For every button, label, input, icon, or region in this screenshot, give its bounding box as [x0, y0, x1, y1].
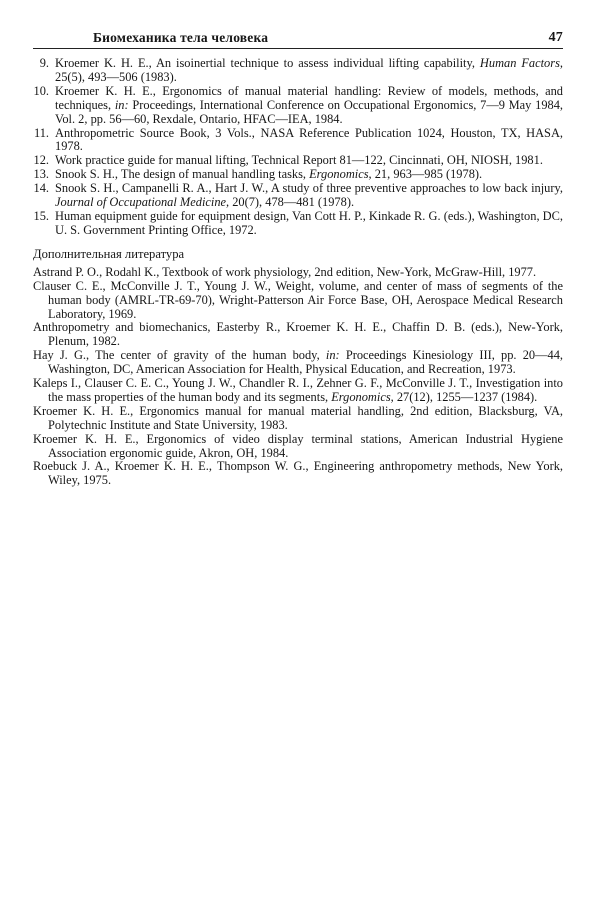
reference-source: in: — [114, 97, 129, 112]
reference-text — [53, 57, 563, 85]
reference-item — [33, 154, 563, 168]
reference-number: 10. — [33, 83, 49, 98]
reference-item — [33, 182, 563, 210]
reference-item — [33, 210, 563, 238]
reference-item — [33, 168, 563, 182]
reference-text — [53, 182, 563, 210]
reference-details: 25(5), 493—506 (1983). — [55, 69, 177, 84]
reference-text — [53, 85, 563, 127]
reference-item — [33, 127, 563, 155]
reference-citation: Hay J. G., The center of gravity of the human body, — [33, 348, 326, 363]
reference-citation: Astrand P. O., Rodahl K., Textbook of work physiology, 2nd edition, New-York, McGraw-Hill, 1977. — [33, 264, 537, 279]
reference-citation: Kroemer K. H. E., Ergonomics of video display terminal stations, American Industrial Hygiene Association ergonomic guide, Akron, OH, 1984. — [33, 431, 563, 460]
page-number: 47 — [548, 30, 563, 45]
reference-citation: Kroemer K. H. E., An isoinertial technique to assess individual lifting capability, — [55, 56, 480, 70]
reference-source: Journal of Occupational Medicine, — [55, 195, 230, 210]
reference-number: 11. — [33, 125, 49, 140]
reference-details: 20(7), 478—481 (1978). — [229, 195, 355, 210]
reference-citation: Work practice guide for manual lifting, Technical Report 81—122, Cincinnati, OH, NIOSH, 1981. — [55, 153, 543, 168]
book-page — [33, 30, 563, 488]
reference-source: Ergonomics, — [331, 389, 394, 404]
additional-reference-item — [33, 266, 563, 280]
reference-number: 13. — [33, 167, 49, 182]
numbered-reference-list — [33, 57, 563, 238]
reference-source: Human Factors, — [479, 56, 563, 70]
reference-citation: Human equipment guide for equipment design, Van Cott H. P., Kinkade R. G. (eds.), Washington, DC, U. S. Government Printing Office, 1972. — [55, 208, 563, 237]
reference-details: 21, 963—985 (1978). — [371, 167, 483, 182]
reference-citation: Snook S. H., The design of manual handling tasks, — [55, 167, 310, 182]
reference-number: 14. — [33, 181, 49, 196]
reference-text — [53, 210, 563, 238]
additional-reference-item — [33, 321, 563, 349]
additional-literature-heading: Дополнительная литература — [33, 246, 185, 261]
additional-reference-item — [33, 349, 563, 377]
reference-citation: Kroemer K. H. E., Ergonomics of manual material handling: Review of models, methods, and techniques, — [55, 83, 563, 112]
reference-source: Ergonomics, — [309, 167, 372, 182]
reference-citation: Clauser C. E., McConville J. T., Young J. W., Weight, volume, and center of mass of segments of the human body (AMRL-TR-69-70), Wright-Patterson Air Force Base, OH, Aerospace Medical Research Laboratory, 1969. — [33, 278, 563, 321]
additional-reference-item — [33, 460, 563, 488]
reference-details: Proceedings Kinesiology III, pp. 20—44, Washington, DC, American Association for Health, Physical Education, and Recreation, 1973. — [48, 348, 564, 377]
reference-text — [53, 168, 563, 182]
running-title: Биомеханика тела человека — [93, 30, 269, 45]
reference-item — [33, 85, 563, 127]
running-header — [33, 30, 563, 49]
additional-reference-list — [33, 266, 563, 489]
reference-citation: Anthropometry and biomechanics, Easterby R., Kroemer K. H. E., Chaffin D. B. (eds.), New-York, Plenum, 1982. — [33, 320, 563, 349]
reference-number: 15. — [33, 208, 49, 223]
reference-citation: Anthropometric Source Book, 3 Vols., NASA Reference Publication 1024, Houston, TX, HASA, 1978. — [55, 125, 563, 154]
additional-reference-item — [33, 433, 563, 461]
additional-reference-item — [33, 280, 563, 322]
reference-number: 12. — [33, 153, 49, 168]
reference-citation: Kroemer K. H. E., Ergonomics manual for manual material handling, 2nd edition, Blacksburg, VA, Polytechnic Institute and State University, 1983. — [33, 403, 563, 432]
additional-reference-item — [33, 405, 563, 433]
reference-text — [53, 154, 563, 168]
reference-citation: Roebuck J. A., Kroemer K. H. E., Thompson W. G., Engineering anthropometry methods, New York, Wiley, 1975. — [33, 459, 563, 488]
reference-details: Proceedings, International Conference on Occupational Ergonomics, 7—9 May 1984, Vol. 2, pp. 56—60, Rexdale, Ontario, HFAC—IEA, 1984. — [55, 97, 563, 126]
additional-reference-item — [33, 377, 563, 405]
reference-text — [53, 127, 563, 155]
reference-citation: Snook S. H., Campanelli R. A., Hart J. W., A study of three preventive approaches to low back injury, — [55, 181, 563, 196]
reference-item — [33, 57, 563, 85]
reference-number: 9. — [39, 56, 49, 70]
reference-details: 27(12), 1255—1237 (1984). — [393, 389, 538, 404]
reference-citation: Kaleps I., Clauser C. E. C., Young J. W., Chandler R. I., Zehner G. F., McConville J. T., Investigation into the mass properties of the human body and its segments, — [33, 376, 563, 404]
reference-source: in: — [325, 348, 340, 363]
